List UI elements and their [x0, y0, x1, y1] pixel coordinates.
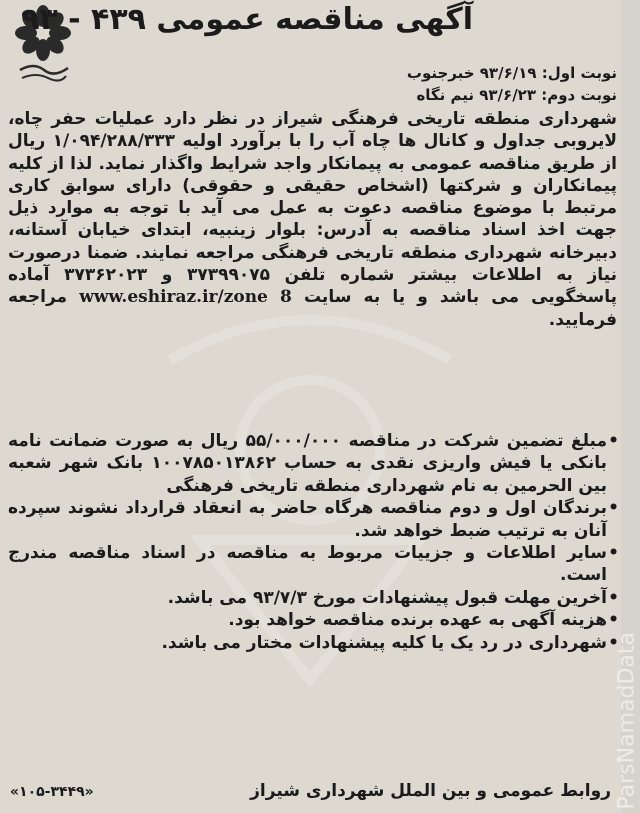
notice-footer — [10, 781, 611, 801]
second-turn-line: نوبت دوم: ۹۳/۶/۲۳ نیم نگاه — [416, 86, 617, 104]
list-item: • برندگان اول و دوم مناقصه هرگاه حاضر به انعقاد قرارداد نشوند سپرده آنان به ترتیب ضبط خواهد شد. — [8, 497, 617, 542]
list-item: • مبلغ تضمین شرکت در مناقصه ۵۵/۰۰۰/۰۰۰ ریال به صورت ضمانت نامه بانکی یا فیش واریزی نقدی به حساب ۱۰۰۷۸۵۰۱۳۸۶۲ بانک شهر شعبه بین الحرمین به نام شهرداری منطقه تاریخی فرهنگی — [8, 430, 617, 497]
notice-body — [8, 108, 617, 331]
list-item: • هزینه آگهی به عهده برنده مناقصه خواهد بود. — [8, 609, 617, 631]
footer-code: «۱۰۵-۳۴۴۹» — [10, 784, 94, 800]
list-item: • سایر اطلاعات و جزییات مربوط به مناقصه در اسناد مناقصه مندرج است. — [8, 542, 617, 587]
website-link[interactable]: www.eshiraz.ir/zone 8 — [79, 287, 292, 308]
notice-title: آگهی مناقصه عمومی ۴۳۹ - ۹۳ — [21, 2, 473, 37]
list-item: • شهرداری در رد یک یا کلیه پیشنهادات مختار می باشد. — [8, 632, 617, 654]
body-paragraph: شهرداری منطقه تاریخی فرهنگی شیراز در نظر دارد عملیات حفر چاه، لایروبی جداول و کانال ها چاه آب را با برآورد اولیه ۱/۰۹۴/۲۸۸/۳۳۳ ریال از طریق مناقصه عمومی به پیمانکار واجد شرایط واگذار نماید. لذا از کلیه پیمانکاران و شرکتها (اشخاص حقیقی و حقوقی) دارای سوابق کاری مرتبط با موضوع مناقصه دعوت به عمل می آید با توجه به موارد ذیل جهت اخذ اسناد مناقصه به آدرس: بلوار زینبیه، ابتدای خیابان آستانه، دبیرخانه شهرداری منطقه تاریخی فرهنگی مراجعه نمایند. ضمنا درصورت نیاز به اطلاعات بیشتر شماره تلفن ۳۷۳۹۹۰۷۵ و ۳۷۳۶۲۰۲۳ آماده پاسخگویی می باشد و یا به سایت — [8, 109, 618, 308]
watermark-text: ParsNamadData — [615, 632, 640, 810]
notice-header — [8, 0, 611, 62]
list-item: • آخرین مهلت قبول پیشنهادات مورخ ۹۳/۷/۳ می باشد. — [8, 587, 617, 609]
conditions-list — [8, 430, 617, 654]
publication-dates — [407, 62, 617, 106]
footer-title: روابط عمومی و بین الملل شهرداری شیراز — [250, 781, 611, 801]
first-turn-line: نوبت اول: ۹۳/۶/۱۹ خبرجنوب — [406, 64, 617, 82]
body-paragraph-end: مراجعه فرمایید. — [8, 287, 617, 330]
